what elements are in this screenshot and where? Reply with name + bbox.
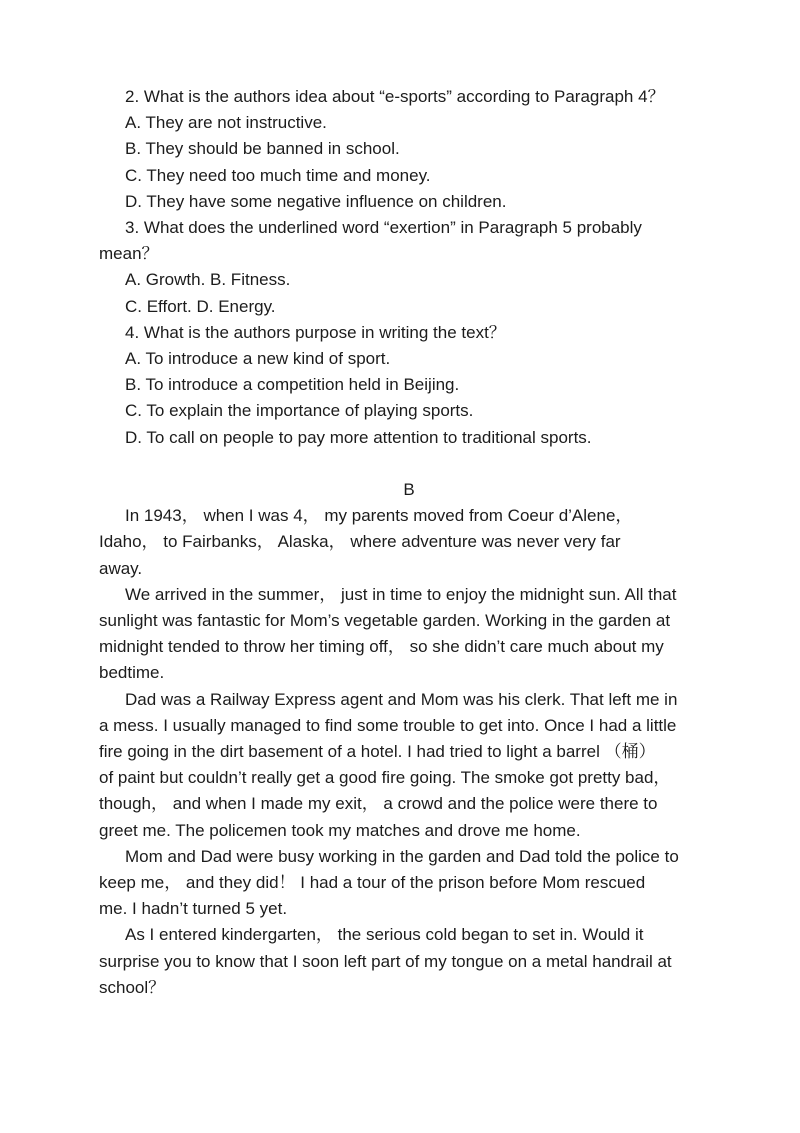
- passage-paragraph-5: [99, 922, 709, 1001]
- paragraph-line: Dad was a Railway Express agent and Mom was his clerk. That left me in: [125, 689, 678, 709]
- paragraph-line: keep me， and they did！ I had a tour of the prison before Mom rescued: [99, 873, 646, 893]
- paragraph-line: school？: [99, 977, 166, 997]
- passage: [99, 503, 709, 1001]
- passage-paragraph-2: [99, 582, 709, 687]
- answer-option: A. Growth. B. Fitness.: [125, 270, 291, 290]
- paragraph-line: Idaho， to Fairbanks， Alaska， where adventure was never very far: [99, 532, 621, 552]
- paragraph-line: though， and when I made my exit， a crowd and the police were there to: [99, 794, 658, 814]
- question-stem-continued: mean？: [99, 244, 159, 264]
- answer-option: D. They have some negative influence on children.: [125, 191, 507, 211]
- paragraph-line: We arrived in the summer， just in time to enjoy the midnight sun. All that: [125, 584, 677, 604]
- answer-option: C. They need too much time and money.: [125, 165, 431, 185]
- section-title: B: [403, 480, 415, 500]
- document-page: [99, 84, 709, 1001]
- paragraph-line: away.: [99, 558, 143, 578]
- passage-paragraph-3: [99, 687, 709, 844]
- question-stem: 4. What is the authors purpose in writing the text？: [125, 322, 506, 342]
- answer-option: D. To call on people to pay more attention to traditional sports.: [125, 427, 592, 447]
- question-stem: 2. What is the authors idea about “e-sports” according to Paragraph 4？: [125, 87, 665, 106]
- answer-option: B. To introduce a competition held in Beijing.: [125, 375, 460, 395]
- paragraph-line: of paint but couldn’t really get a good fire going. The smoke got pretty bad，: [99, 768, 671, 788]
- paragraph-line: a mess. I usually managed to find some trouble to get into. Once I had a little: [99, 715, 677, 735]
- paragraph-line: greet me. The policemen took my matches and drove me home.: [99, 820, 581, 840]
- passage-paragraph-4: [99, 844, 709, 923]
- paragraph-line: me. I hadn’t turned 5 yet.: [99, 899, 288, 919]
- answer-option: A. They are not instructive.: [125, 113, 327, 133]
- spacer: [99, 451, 709, 477]
- question-3: [99, 215, 709, 320]
- answer-option: C. To explain the importance of playing sports.: [125, 401, 474, 421]
- paragraph-line: sunlight was fantastic for Mom’s vegetable garden. Working in the garden at: [99, 611, 671, 631]
- paragraph-line: fire going in the dirt basement of a hotel. I had tried to light a barrel （桶）: [99, 742, 656, 762]
- question-2: [99, 84, 709, 215]
- question-stem: 3. What does the underlined word “exertion” in Paragraph 5 probably: [125, 218, 642, 238]
- answer-option: A. To introduce a new kind of sport.: [125, 349, 391, 369]
- paragraph-line: midnight tended to throw her timing off， so she didn’t care much about my: [99, 637, 664, 657]
- paragraph-line: surprise you to know that I soon left part of my tongue on a metal handrail at: [99, 951, 672, 971]
- passage-paragraph-1: [99, 503, 709, 582]
- paragraph-line: Mom and Dad were busy working in the garden and Dad told the police to: [125, 846, 679, 866]
- answer-option: C. Effort. D. Energy.: [125, 296, 276, 316]
- answer-option: B. They should be banned in school.: [125, 139, 400, 159]
- paragraph-line: bedtime.: [99, 663, 165, 683]
- paragraph-line: In 1943， when I was 4， my parents moved from Coeur d’Alene，: [125, 506, 633, 526]
- paragraph-line: As I entered kindergarten， the serious cold began to set in. Would it: [125, 925, 644, 945]
- question-4: [99, 320, 709, 451]
